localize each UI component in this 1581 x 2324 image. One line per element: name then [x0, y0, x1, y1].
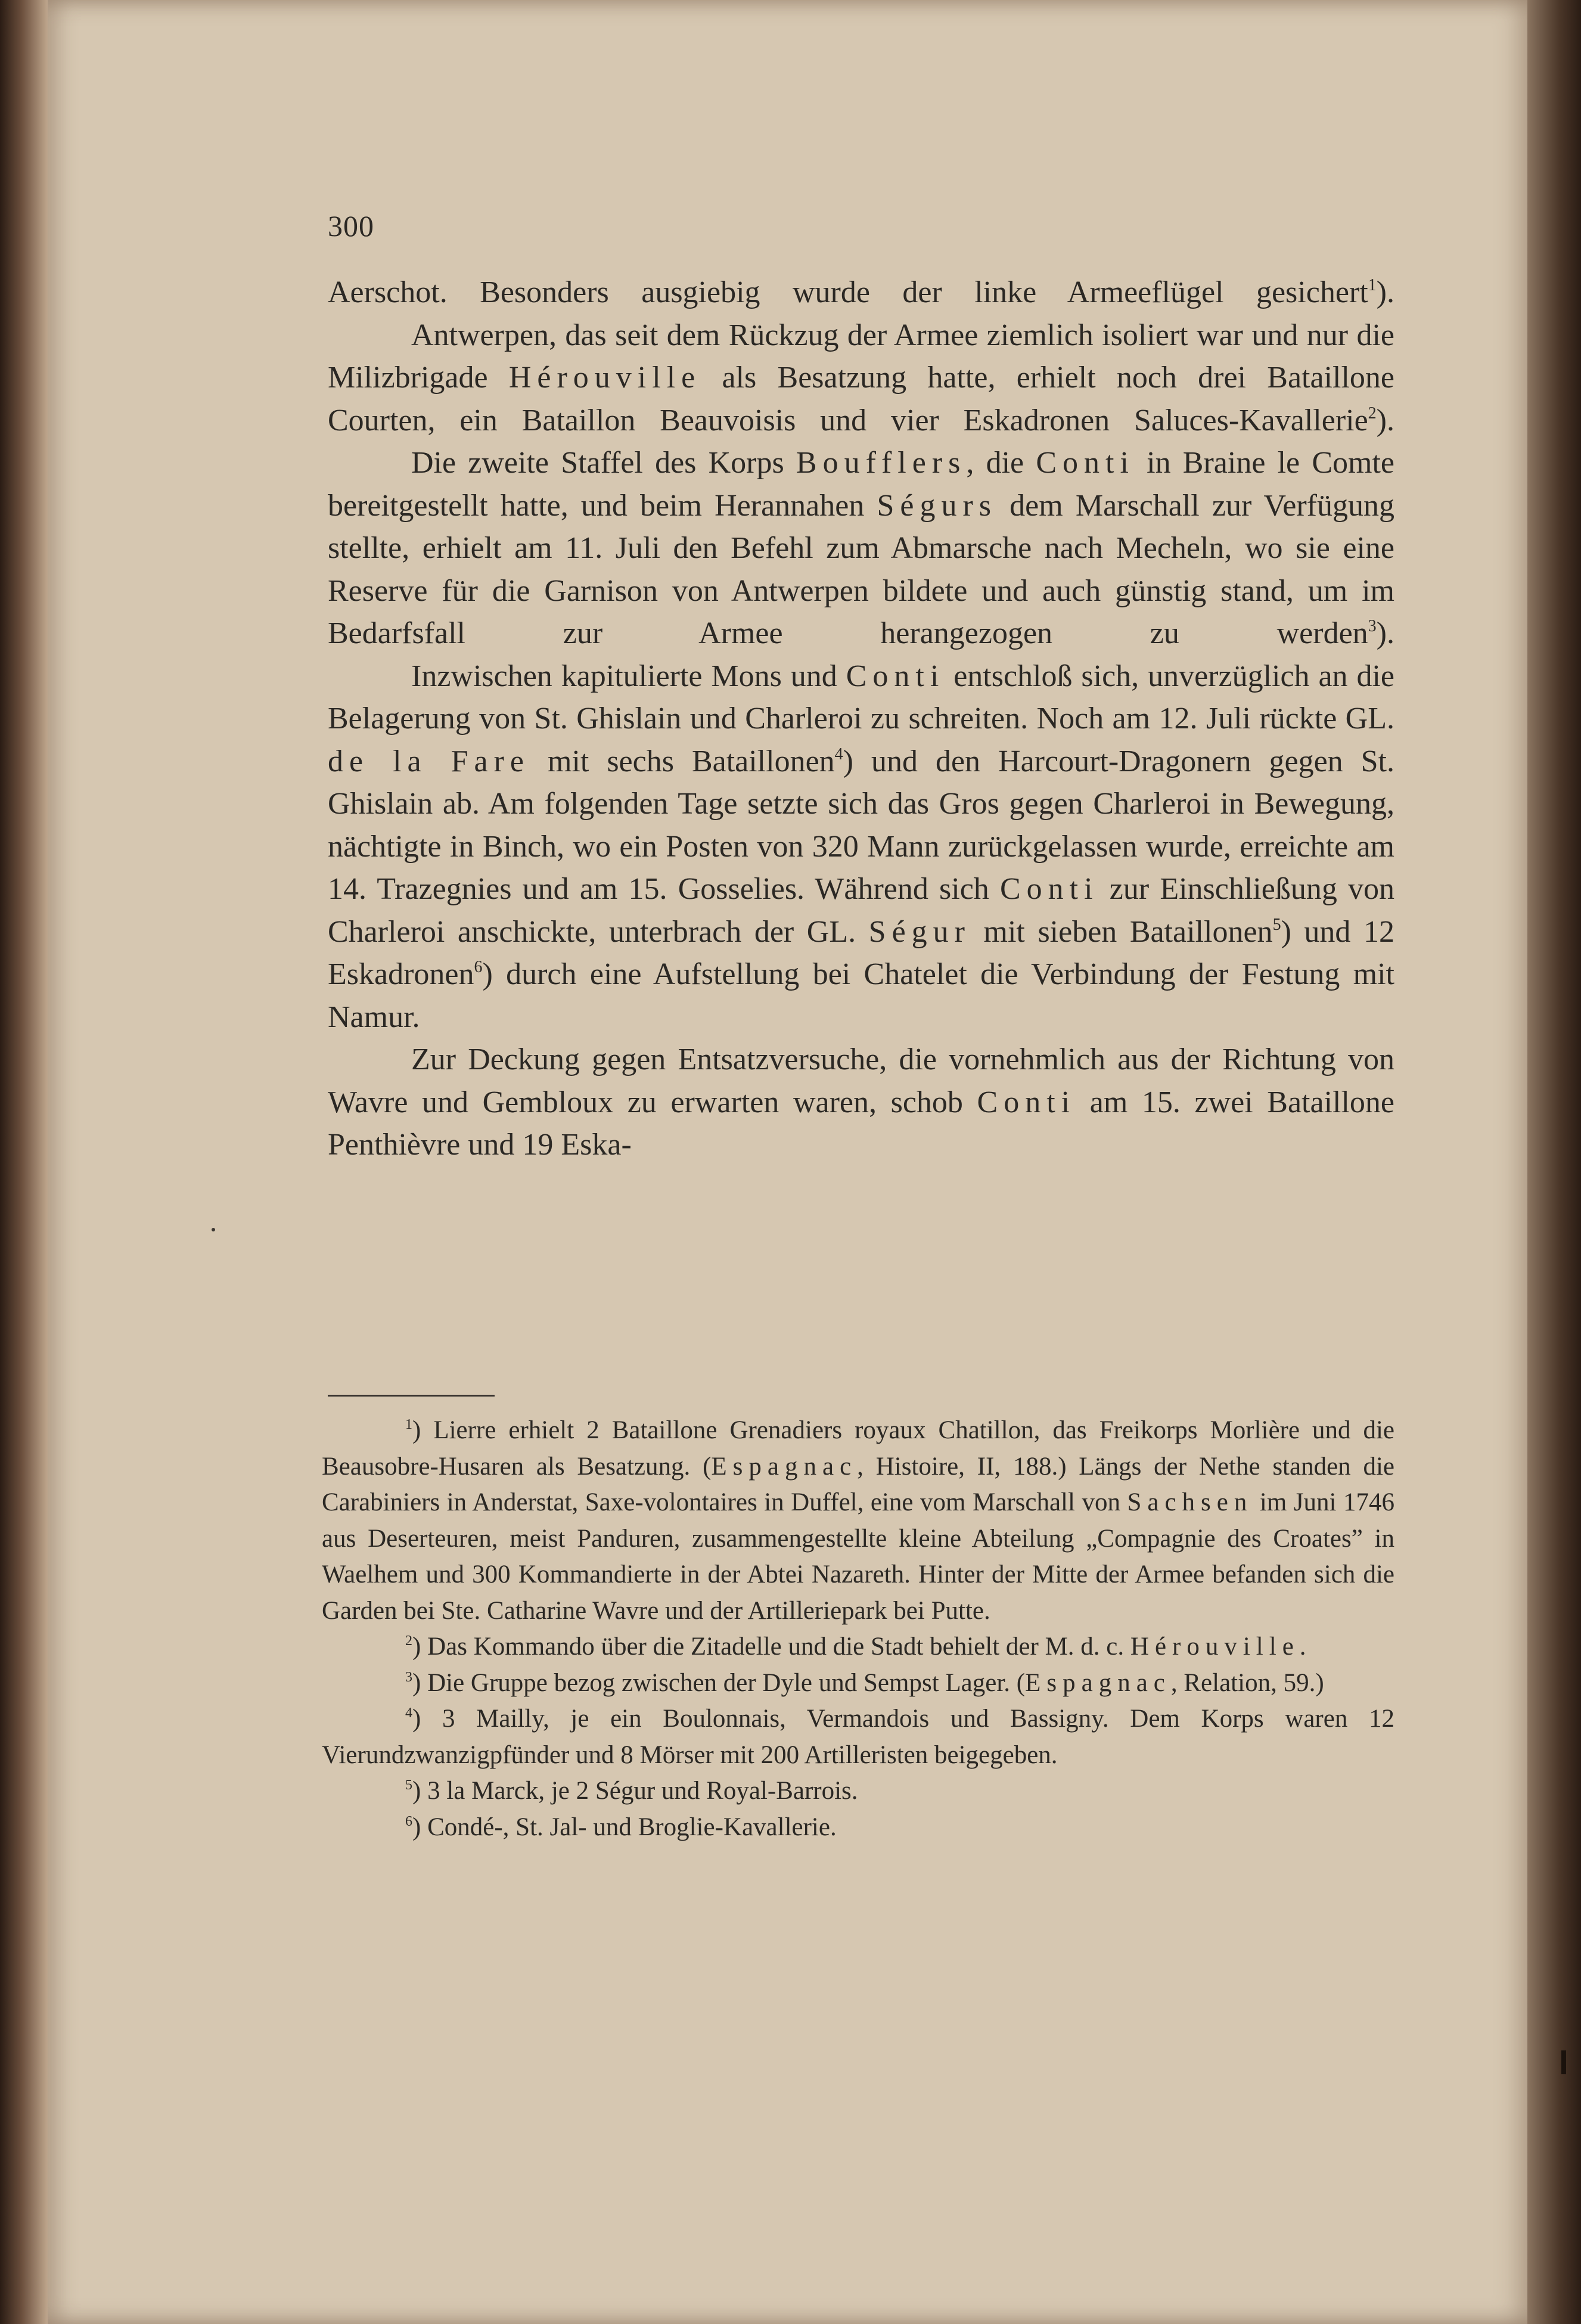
paragraph [328, 655, 1394, 1039]
spaced-name: Espagnac [711, 1452, 858, 1481]
text-run: ). [1376, 275, 1394, 309]
spaced-name: Sachsen [1127, 1488, 1253, 1516]
footnote-marker: 1 [1368, 276, 1377, 294]
text-run: ) 3 Mailly, je ein Boulonnais, Vermandois und Bassigny. Dem Korps waren 12 Vierundzwanzigpfünder und 8 Mörser mit 200 Artilleristen beigegeben. [322, 1705, 1394, 1769]
text-run: ) und 12 Eskadronen [328, 914, 1394, 991]
text-run: ) durch eine Aufstellung bei Chatelet die Verbindung der Festung mit Namur. [328, 957, 1394, 1034]
page-stack-edge [1527, 0, 1581, 2324]
book-binding-edge [0, 0, 54, 2324]
text-run: , die [966, 446, 1036, 480]
footnote-marker: 5 [1272, 915, 1281, 934]
footnote-marker: 5 [405, 1777, 412, 1793]
spaced-name: Espagnac [1025, 1668, 1171, 1697]
text-run: ) 3 la Marck, je 2 Ségur und Royal-Barrois. [412, 1777, 858, 1805]
spaced-name: Conti [999, 872, 1099, 906]
text-run: ) Condé-, St. Jal- und Broglie-Kavallerie. [412, 1813, 837, 1841]
text-run: Die zweite Staffel des Korps [411, 446, 796, 480]
footnote [322, 1810, 1394, 1846]
text-run: Aerschot. Besonders ausgiebig wurde der linke Armeeflügel gesichert [328, 275, 1368, 309]
text-run: entschloß sich, unverzüglich an die Belagerung von St. Ghislain und Charleroi zu schreiten. Noch am 12. Juli rückte GL. [328, 659, 1394, 736]
footnote-marker: 6 [405, 1813, 412, 1829]
page-edge-mark [1561, 2050, 1566, 2074]
text-run: dem Marschall zur Verfügung stellte, erhielt am 11. Juli den Befehl zum Abmarsche nach Mecheln, wo sie eine Reserve für die Garnison von Antwerpen bildete und auch günstig stand, um im Bedarfsfall zur Armee herangezogen zu werden [328, 488, 1394, 650]
paper-speck [212, 1228, 215, 1231]
text-run: mit sieben Bataillonen [970, 914, 1273, 949]
spaced-name: de la Fare [328, 744, 530, 778]
spaced-name: Conti [846, 659, 945, 693]
text-run: zur Einschließung von Charleroi anschickte, unterbrach der GL. [328, 872, 1394, 949]
spaced-name: Hérouville [1130, 1633, 1300, 1661]
footnote [322, 1665, 1394, 1702]
footnote-marker: 2 [1368, 404, 1377, 423]
paragraph [328, 271, 1394, 314]
paragraph [328, 314, 1394, 442]
footnote-marker: 1 [405, 1417, 412, 1432]
text-run: Inzwischen kapitulierte Mons und [411, 659, 846, 693]
spaced-name: Ségurs [877, 488, 998, 523]
footnote [322, 1701, 1394, 1773]
spaced-name: Hérouville [508, 361, 701, 395]
text-run: in Braine le Comte bereitgestellt hatte, und beim Herannahen [328, 446, 1395, 523]
footnote-marker: 3 [405, 1669, 412, 1685]
text-run: mit sechs Bataillonen [530, 744, 835, 778]
spaced-name: Boufflers [796, 446, 967, 480]
footnote-marker: 4 [405, 1705, 412, 1721]
spaced-name: Conti [1036, 446, 1135, 480]
footnote [322, 1413, 1394, 1629]
text-run: , Relation, 59.) [1170, 1668, 1324, 1697]
spaced-name: Conti [977, 1085, 1076, 1119]
footnote-marker: 6 [474, 958, 483, 976]
text-run: Zur Deckung gegen Entsatzversuche, die vornehmlich aus der Richtung von Wavre und Gembloux zu erwarten waren, schob [328, 1042, 1394, 1119]
text-run: als Besatzung hatte, erhielt noch drei Bataillone Courten, ein Bataillon Beauvoisis und vier Eskadronen Saluces-Kavallerie [328, 361, 1394, 438]
footnote [322, 1629, 1394, 1665]
text-run: , Histoire, II, 188.) Längs der Nethe standen die Carabiniers in Anderstat, Saxe-volontaires in Duffel, eine vom Marschall von [322, 1452, 1394, 1516]
footnotes [322, 1413, 1394, 1845]
spaced-name: Ségur [868, 914, 971, 949]
text-run: ). [1376, 403, 1394, 438]
text-run: ). [1376, 616, 1394, 650]
page-number: 300 [328, 209, 374, 243]
text-run: . [1299, 1633, 1306, 1661]
footnote-separator-rule [328, 1395, 495, 1397]
text-run: ) Lierre erhielt 2 Bataillone Grenadiers royaux Chatillon, das Freikorps Morlière und die Beausobre-Husaren als Besatzung. ( [322, 1416, 1394, 1481]
paragraph [328, 442, 1394, 655]
text-run: am 15. zwei Bataillone Penthièvre und 19 Eska- [328, 1085, 1394, 1162]
footnote-marker: 2 [405, 1633, 412, 1649]
footnote [322, 1773, 1394, 1810]
text-run: Antwerpen, das seit dem Rückzug der Armee ziemlich isoliert war und nur die Milizbrigade [328, 318, 1394, 395]
main-text [328, 271, 1394, 1166]
paragraph [328, 1038, 1394, 1166]
footnote-marker: 4 [834, 744, 843, 764]
footnote-marker: 3 [1368, 617, 1377, 635]
text-run: ) Die Gruppe bezog zwischen der Dyle und Sempst Lager. ( [412, 1668, 1026, 1697]
text-run: ) und den Harcourt-Dragonern gegen St. Ghislain ab. Am folgenden Tage setzte sich das Gros gegen Charleroi in Bewegung, nächtigte in Binch, wo ein Posten von 320 Mann zurückgelassen wurde, erreichte am 14. Trazegnies und am 15. Gosselies. Während sich [328, 744, 1395, 906]
text-run: im Juni 1746 aus Deserteuren, meist Panduren, zusammengestellte kleine Abteilung „Compagnie des Croates” in Waelhem und 300 Kommandierte in der Abtei Nazareth. Hinter der Mitte der Armee befanden sich die Garden bei Ste. Catharine Wavre und der Artilleriepark bei Putte. [322, 1488, 1394, 1625]
text-run: ) Das Kommando über die Zitadelle und die Stadt behielt der M. d. c. [412, 1633, 1130, 1661]
